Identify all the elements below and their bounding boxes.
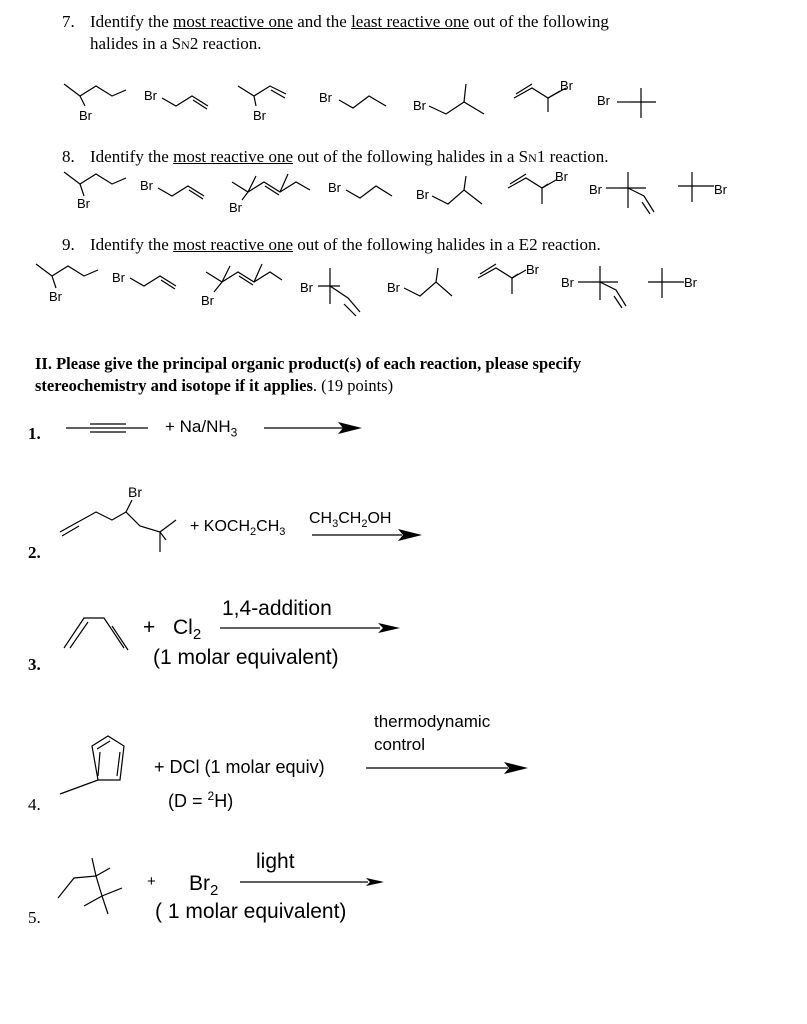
rxn2-solvent-text: CH <box>338 510 362 527</box>
q7-text: out of the following <box>469 12 609 31</box>
q8-br-label: Br <box>229 200 242 215</box>
section2-title2: stereochemistry and isotope if it applies <box>35 376 313 395</box>
q9-most-reactive: most reactive one <box>173 235 293 254</box>
rxn2-reagent-sub: 2 <box>250 526 257 539</box>
q8-br-label: Br <box>555 169 568 184</box>
q8-text: out of the following halides in a S <box>293 147 529 166</box>
rxn4-note-text: H) <box>214 791 234 811</box>
q7-text: 2 reaction. <box>189 34 262 53</box>
rxn2-solvent-text: OH <box>367 510 392 527</box>
q8-sub: N <box>528 151 537 165</box>
rxn5-reagent-sub: 2 <box>210 882 219 900</box>
q9-br-label: Br <box>387 280 400 295</box>
rxn5-plus: + <box>147 873 156 890</box>
q7-sub: N <box>181 38 190 52</box>
rxn4-reagent-text: + DCl <box>154 757 200 777</box>
q7-br-label: Br <box>413 98 426 113</box>
rxn2-solvent-text: CH <box>309 510 333 527</box>
rxn4-note-sup: 2 <box>207 789 215 803</box>
rxn3-equiv: (1 molar equivalent) <box>153 646 339 669</box>
rxn5-equiv: ( 1 molar equivalent) <box>155 900 347 923</box>
q7-most-reactive: most reactive one <box>173 12 293 31</box>
rxn1-reagent-sub: 3 <box>230 425 238 440</box>
rxn4-condition-line1: thermodynamic <box>374 712 491 731</box>
q8-br-label: Br <box>328 180 341 195</box>
rxn3-plus: + <box>143 616 156 639</box>
q8-br-label: Br <box>589 182 602 197</box>
rxn2-number: 2. <box>28 543 41 562</box>
q9-br-label: Br <box>684 275 697 290</box>
rxn4-note-text: (D = <box>168 791 208 811</box>
q7-least-reactive: least reactive one <box>351 12 470 31</box>
q7-br-label: Br <box>319 90 332 105</box>
rxn5-number: 5. <box>28 908 41 927</box>
q8-br-label: Br <box>140 178 153 193</box>
q7-br-label: Br <box>253 108 266 123</box>
arrowhead-icon <box>366 878 384 886</box>
q8-br-label: Br <box>77 196 90 211</box>
q8-most-reactive: most reactive one <box>173 147 293 166</box>
rxn4-number: 4. <box>28 795 41 814</box>
q9-br-label: Br <box>112 270 125 285</box>
q9-text: Identify the <box>90 235 174 254</box>
q8-br-label: Br <box>714 182 727 197</box>
q7-number: 7. <box>62 12 75 31</box>
q8-number: 8. <box>62 147 75 166</box>
q7-text: Identify the <box>90 12 174 31</box>
rxn2-reagent-sub: 3 <box>279 526 286 539</box>
rxn2-br-label: Br <box>128 484 142 500</box>
q9-number: 9. <box>62 235 75 254</box>
rxn4-reagent-equiv: (1 molar equiv) <box>199 757 325 777</box>
q8-text: Identify the <box>90 147 174 166</box>
rxn3-reagent-text: Cl <box>173 616 193 639</box>
q8-br-label: Br <box>416 187 429 202</box>
q9-br-label: Br <box>526 262 539 277</box>
q7-br-label: Br <box>144 88 157 103</box>
q9-br-label: Br <box>561 275 574 290</box>
rxn1-number: 1. <box>28 424 41 443</box>
q9-text: out of the following halides in a E2 reaction. <box>293 235 601 254</box>
q7-br-label: Br <box>79 108 92 123</box>
rxn2-solvent-sub: 2 <box>361 518 368 531</box>
q9-br-label: Br <box>201 293 214 308</box>
rxn5-reagent <box>189 872 218 899</box>
rxn5-condition: light <box>256 850 295 873</box>
rxn1-reagent-text: + Na/NH <box>165 417 231 436</box>
q7-br-label: Br <box>560 78 573 93</box>
rxn3-condition: 1,4-addition <box>222 597 332 620</box>
rxn3-number: 3. <box>28 655 41 674</box>
rxn2-reagent-text: CH <box>256 518 280 535</box>
section2-points: . (19 points) <box>312 376 394 395</box>
q7-text: and the <box>293 12 352 31</box>
rxn5-reagent-text: Br <box>189 872 210 895</box>
rxn3-reagent-sub: 2 <box>192 626 202 644</box>
q7-text: halides in a S <box>90 34 182 53</box>
q9-br-label: Br <box>300 280 313 295</box>
rxn2-solvent-sub: 3 <box>332 518 339 531</box>
section2-title: II. Please give the principal organic product(s) of each reaction, please specify <box>35 354 582 373</box>
q9-br-label: Br <box>49 289 62 304</box>
rxn2-reagent-text: + KOCH <box>190 518 251 535</box>
rxn4-condition-line2: control <box>374 735 426 754</box>
q8-text: 1 reaction. <box>536 147 609 166</box>
q7-br-label: Br <box>597 93 610 108</box>
